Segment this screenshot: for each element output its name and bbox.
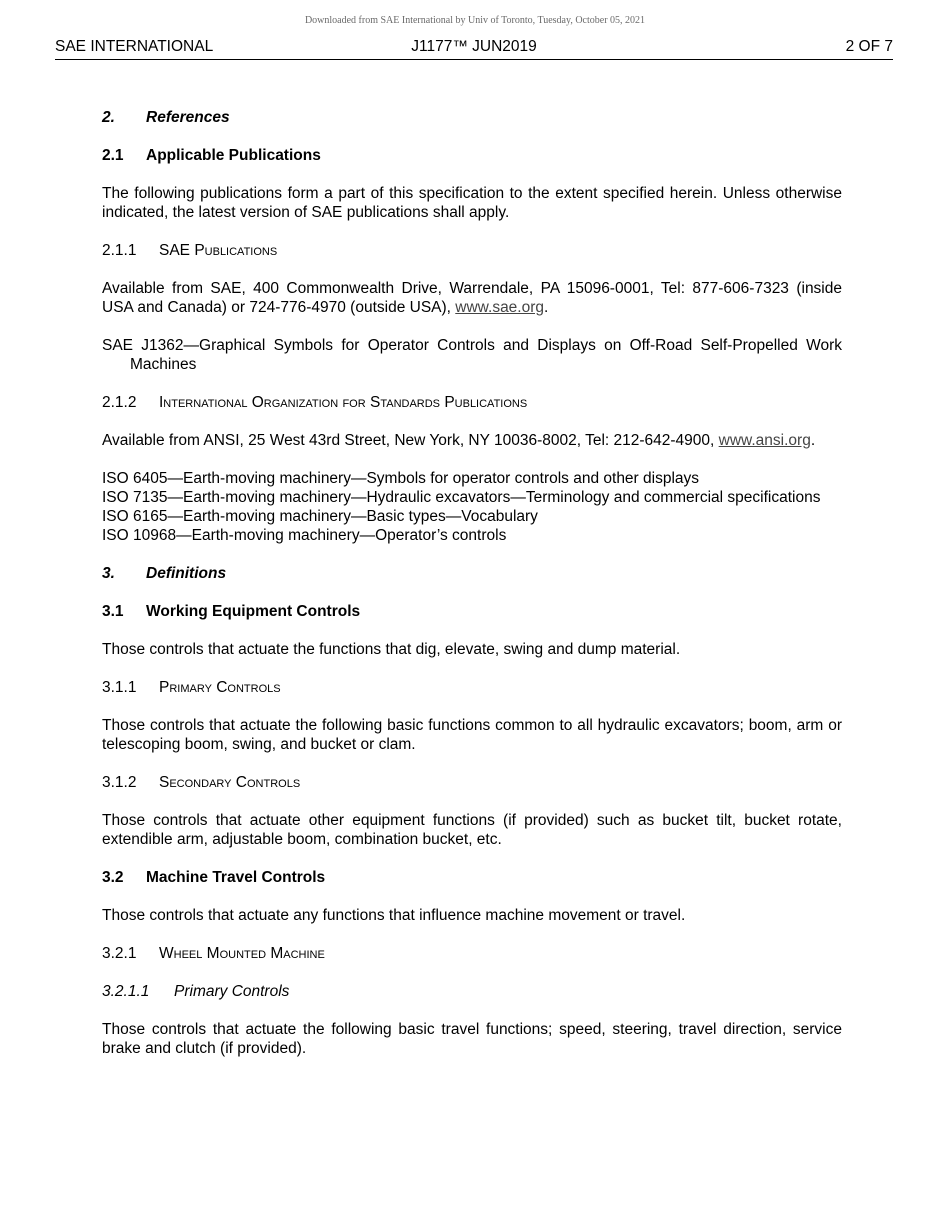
paragraph-applicable-publications: The following publications form a part of this specification to the extent specified herein. Unless otherwise indicated, the latest version of SAE publications shall apply. xyxy=(102,185,842,221)
document-body xyxy=(102,108,842,1077)
ansi-website-link[interactable]: www.ansi.org xyxy=(718,432,811,449)
section-title: Working Equipment Controls xyxy=(146,603,361,620)
subsection-heading-applicable-publications xyxy=(102,146,842,165)
section-number: 3.2 xyxy=(102,869,124,886)
paragraph-travel-primary-controls: Those controls that actuate the following basic travel functions; speed, steering, travel direction, service brake and clutch (if provided). xyxy=(102,1021,842,1057)
section-title: Primary Controls xyxy=(159,679,281,696)
subsection-heading-travel-primary-controls xyxy=(102,982,842,1001)
header-page-number: 2 OF 7 xyxy=(845,38,893,55)
section-title: Machine Travel Controls xyxy=(146,869,326,886)
reference-iso-7135: ISO 7135—Earth-moving machinery—Hydraulic excavators—Terminology and commercial specifications xyxy=(102,489,821,506)
paragraph-ansi-availability xyxy=(102,431,842,450)
subsection-heading-primary-controls xyxy=(102,678,842,697)
section-heading-references xyxy=(102,108,842,127)
paragraph-text-end: . xyxy=(810,432,816,449)
section-number: 3.1.1 xyxy=(102,679,137,696)
subsection-heading-machine-travel xyxy=(102,868,842,887)
section-number: 3.2.1 xyxy=(102,945,137,962)
download-watermark: Downloaded from SAE International by Univ of Toronto, Tuesday, October 05, 2021 xyxy=(304,15,646,26)
paragraph-machine-travel: Those controls that actuate any functions that influence machine movement or travel. xyxy=(102,907,686,924)
section-title: International Organization for Standards Publications xyxy=(159,394,528,411)
section-number: 2.1.1 xyxy=(102,242,137,259)
paragraph-working-equipment: Those controls that actuate the functions that dig, elevate, swing and dump material. xyxy=(102,641,681,658)
section-number: 3.1.2 xyxy=(102,774,137,791)
reference-sae-j1362: SAE J1362—Graphical Symbols for Operator Controls and Displays on Off-Road Self-Propelled Work Machines xyxy=(102,337,842,373)
subsection-heading-sae-publications xyxy=(102,241,842,260)
paragraph-text-end: . xyxy=(544,299,549,316)
section-number: 3. xyxy=(102,565,115,582)
section-number: 2. xyxy=(102,109,115,126)
section-title: Secondary Controls xyxy=(159,774,301,791)
paragraph-primary-controls: Those controls that actuate the following basic functions common to all hydraulic excavators; boom, arm or telescoping boom, swing, and bucket or clam. xyxy=(102,717,842,753)
section-number: 2.1 xyxy=(102,147,124,164)
section-title: SAE Publications xyxy=(159,242,278,259)
header-document-id: J1177™ JUN2019 xyxy=(411,38,537,55)
subsection-heading-wheel-mounted xyxy=(102,944,842,963)
section-number: 3.2.1.1 xyxy=(102,983,150,1000)
subsection-heading-working-equipment xyxy=(102,602,842,621)
section-title: Applicable Publications xyxy=(146,147,321,164)
paragraph-text: Available from ANSI, 25 West 43rd Street, New York, NY 10036-8002, Tel: 212-642-4900, xyxy=(102,432,719,449)
paragraph-text: Available from SAE, 400 Commonwealth Drive, Warrendale, PA 15096-0001, Tel: 877-606-7323 (inside USA and Canada) or 724-776-4970 (outside USA), xyxy=(102,280,842,316)
section-title: Primary Controls xyxy=(174,983,290,1000)
section-heading-definitions xyxy=(102,564,842,583)
sae-website-link[interactable]: www.sae.org xyxy=(455,299,545,316)
section-title: References xyxy=(146,109,230,126)
subsection-heading-iso-publications xyxy=(102,393,842,412)
subsection-heading-secondary-controls xyxy=(102,773,842,792)
section-title: Definitions xyxy=(146,565,227,582)
iso-reference-list xyxy=(102,469,842,545)
section-number: 2.1.2 xyxy=(102,394,137,411)
reference-iso-10968: ISO 10968—Earth-moving machinery—Operator’s controls xyxy=(102,527,507,544)
page-header xyxy=(55,38,893,60)
header-publisher: SAE INTERNATIONAL xyxy=(55,38,214,55)
reference-iso-6405: ISO 6405—Earth-moving machinery—Symbols for operator controls and other displays xyxy=(102,470,700,487)
paragraph-sae-availability xyxy=(102,279,842,317)
reference-iso-6165: ISO 6165—Earth-moving machinery—Basic types—Vocabulary xyxy=(102,508,538,525)
paragraph-secondary-controls: Those controls that actuate other equipment functions (if provided) such as bucket tilt, bucket rotate, extendible arm, adjustable boom, combination bucket, etc. xyxy=(102,812,842,848)
section-title: Wheel Mounted Machine xyxy=(159,945,325,962)
section-number: 3.1 xyxy=(102,603,124,620)
